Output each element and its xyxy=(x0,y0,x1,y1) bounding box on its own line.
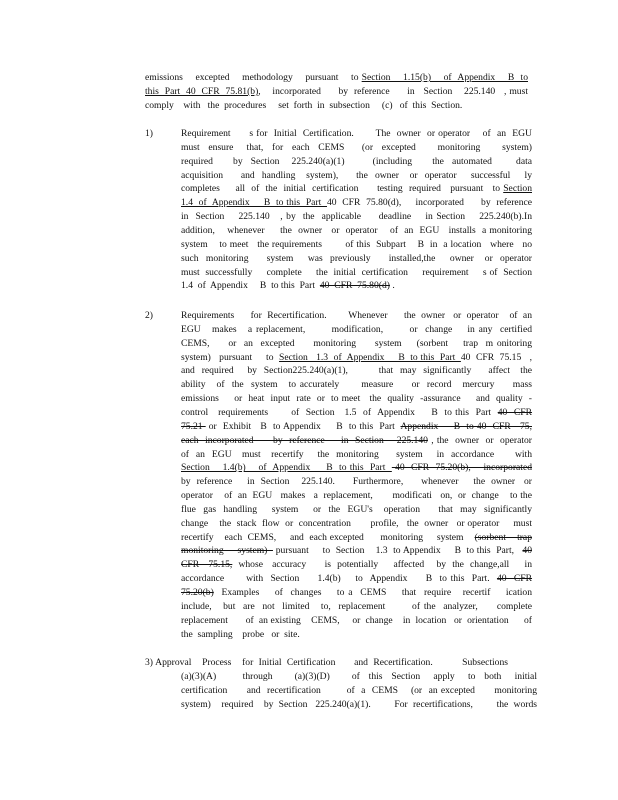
text-line xyxy=(181,407,532,419)
text-line xyxy=(181,421,532,433)
text-line xyxy=(181,352,532,364)
text-run: emissions excepted methodology pursuant to xyxy=(145,72,362,83)
text-run: replacement of an existing CEMS, or change in location or orientation of xyxy=(181,614,532,626)
text-line xyxy=(181,587,532,599)
text-line xyxy=(181,490,532,502)
text-line xyxy=(181,601,532,613)
text-run: pursuant to Section 1.3 to Appendix B to this Part, xyxy=(272,545,523,557)
text-run: certification and recertification of a CEMS (or an excepted monitoring xyxy=(181,684,537,696)
text-line xyxy=(181,310,532,322)
text-run: ability of the system to accurately measure or record mercury mass xyxy=(181,379,532,391)
text-run: control requirements of Section 1.5 of Appendix B to this Part xyxy=(181,406,498,418)
text-run: by reference in Section 225.140. Furthermore, whenever the owner or xyxy=(181,476,532,488)
underlined-insertion: 1.4 of Appendix B to this Part xyxy=(181,197,327,209)
underlined-insertion: Section 1.3 of Appendix B to this Part xyxy=(279,351,461,363)
text-run: Requirement s for Initial Certification. The owner or operator of an EGU xyxy=(181,128,532,139)
text-run: recertify each CEMS, and each excepted monitoring system xyxy=(181,531,475,543)
text-line xyxy=(181,393,532,405)
text-line xyxy=(181,338,532,350)
text-run: and required by Section225.240(a)(1), that may significantly affect the xyxy=(181,365,532,377)
text-line xyxy=(145,72,528,84)
text-line xyxy=(181,685,537,697)
list-number: 2) xyxy=(145,310,153,321)
text-line xyxy=(181,559,532,571)
strikethrough-deletion: 40 CFR xyxy=(497,406,533,418)
text-line xyxy=(181,545,532,557)
underlined-insertion: this Part 40 CFR 75.81(b) xyxy=(145,86,259,97)
text-run: CEMS, or an excepted monitoring system (sorbent trap m onitoring xyxy=(181,337,532,349)
text-line xyxy=(181,699,537,711)
text-run: addition, whenever the owner or operator of an EGU installs a monitoring xyxy=(181,224,532,236)
text-run: Examples of changes to a CEMS that require recertif ication xyxy=(213,587,532,598)
text-line xyxy=(181,280,532,292)
strikethrough-deletion: each incorporated by reference in Section 225.140 xyxy=(181,434,428,446)
text-run: 1.4 of Appendix B to this Part xyxy=(181,280,320,292)
text-run: emissions or heat input rate or to meet the quality -assurance and quality - xyxy=(181,393,532,405)
text-run: 40 CFR 75.80(d), incorporated by reference xyxy=(327,197,533,209)
text-line xyxy=(181,615,532,627)
text-run: or Exhibit B to Appendix B to this Part xyxy=(205,420,401,432)
text-run: , incorporated by reference in Section 225.140 , must xyxy=(258,86,528,97)
text-run: comply with the procedures set forth in subsection (c) of this Section. xyxy=(145,100,463,111)
strikethrough-deletion: 40 CFR 75.80(d) xyxy=(319,280,390,292)
text-line xyxy=(181,239,532,251)
text-run: of an EGU must recertify the monitoring system in accordance with xyxy=(181,448,532,460)
text-line xyxy=(181,476,532,488)
text-run: . xyxy=(389,280,395,292)
strikethrough-deletion: 75.21 xyxy=(181,420,206,432)
text-line xyxy=(181,379,532,391)
text-run: , the owner or operator xyxy=(427,434,532,446)
underlined-insertion: Section 1.4(b) of Appendix B to this Part xyxy=(181,462,392,474)
text-line xyxy=(181,156,532,168)
strikethrough-deletion: monitoring system) xyxy=(181,545,273,557)
text-line xyxy=(181,629,532,641)
strikethrough-deletion: 75.20(b) xyxy=(181,587,214,598)
text-run: include, but are not limited to, replacement of the analyzer, complete xyxy=(181,600,532,612)
text-run: such monitoring system was previously installed,the owner or operator xyxy=(181,252,532,264)
text-run: acquisition and handling system), the owner or operator successful ly xyxy=(181,169,532,181)
text-line xyxy=(181,449,532,461)
text-run: EGU makes a replacement, modification, or change in any certified xyxy=(181,323,532,335)
text-run: flue gas handling system or the EGU's operation that may significantly xyxy=(181,503,532,515)
text-line xyxy=(181,267,532,279)
text-run: completes all of the initial certification testing required pursuant to xyxy=(181,183,504,195)
text-run: system) required by Section 225.240(a)(1). For recertifications, the words xyxy=(181,698,537,710)
text-line xyxy=(181,504,532,516)
text-run: must successfully complete the initial certification requirement s of Section xyxy=(181,266,532,278)
text-line xyxy=(181,365,532,377)
text-run: system) pursuant to xyxy=(181,351,280,363)
text-run: system to meet the requirements of this Subpart B in a location where no xyxy=(181,238,532,250)
underlined-insertion: Section 1.15(b) of Appendix B to xyxy=(361,72,528,83)
underlined-insertion: Section xyxy=(503,183,532,195)
strikethrough-deletion: CFR 75.15, xyxy=(181,559,233,571)
text-line xyxy=(145,657,508,669)
text-line xyxy=(145,100,528,112)
text-run: (a)(3)(A) through (a)(3)(D) of this Section apply to both initial xyxy=(181,671,537,682)
text-run: in Section 225.140 , by the applicable deadline in Section 225.240(b).In xyxy=(181,211,532,223)
text-line xyxy=(181,435,532,447)
text-run: 40 CFR 75.15 , xyxy=(460,351,532,363)
text-line xyxy=(181,128,532,140)
text-line xyxy=(181,518,532,530)
strikethrough-deletion: Appendix B to 40 CFR 75, xyxy=(400,420,532,432)
text-run: Requirements for Recertification. Whenever the owner or operator of an xyxy=(181,310,532,321)
text-line xyxy=(181,142,532,154)
text-line xyxy=(145,86,528,98)
strikethrough-deletion: 40 xyxy=(522,545,532,557)
text-line xyxy=(181,324,532,336)
list-number: 1) xyxy=(145,128,153,139)
text-line xyxy=(181,197,532,209)
text-run: operator of an EGU makes a replacement, modificati on, or change to the xyxy=(181,490,532,502)
text-line xyxy=(181,573,532,585)
text-run: required by Section 225.240(a)(1) (including the automated data xyxy=(181,155,532,167)
text-line xyxy=(181,225,532,237)
text-run: change the stack flow or concentration profile, the owner or operator must xyxy=(181,517,532,529)
strikethrough-deletion: (sorbent trap xyxy=(474,531,532,543)
text-run: must ensure that, for each CEMS (or excepted monitoring system) xyxy=(181,141,532,153)
text-run: accordance with Section 1.4(b) to Appendix B to this Part. xyxy=(181,573,497,585)
text-run: 3) Approval Process for Initial Certification and Recertification. Subsections xyxy=(145,657,508,668)
strikethrough-deletion: 40 CFR 75.20(b), incorporated xyxy=(391,462,532,474)
text-run: the sampling probe or site. xyxy=(181,628,300,640)
text-line xyxy=(181,671,537,683)
text-line xyxy=(181,462,532,474)
text-line xyxy=(181,211,532,223)
text-line xyxy=(181,170,532,182)
text-run: whose accuracy is potentially affected by the change,all in xyxy=(232,559,532,571)
strikethrough-deletion: 40 CFR xyxy=(496,573,533,585)
text-line xyxy=(181,183,532,195)
text-line xyxy=(181,532,532,544)
text-line xyxy=(181,253,532,265)
